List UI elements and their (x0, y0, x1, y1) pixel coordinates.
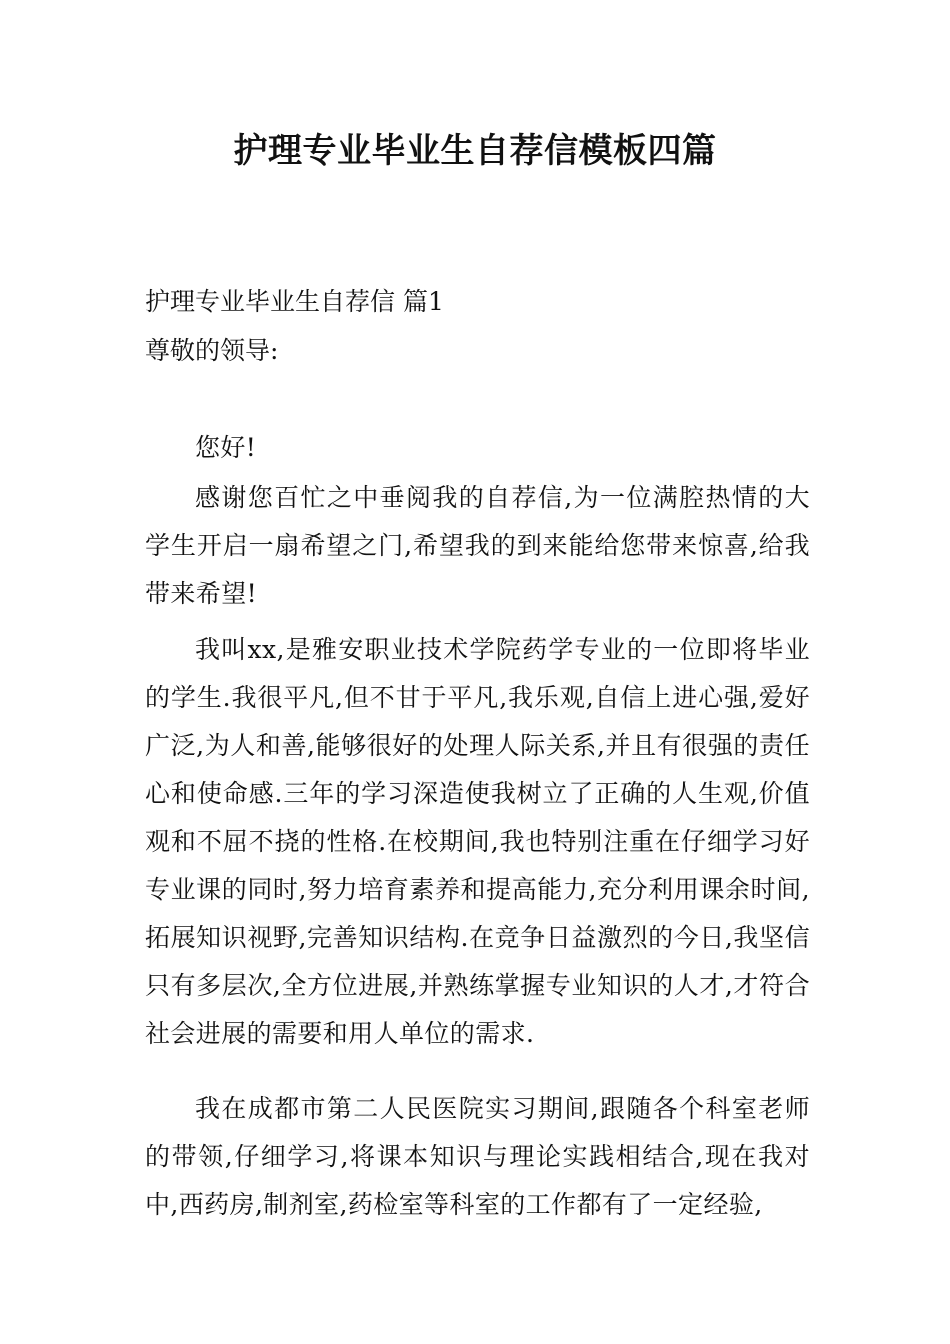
letter-subheading: 护理专业毕业生自荐信 篇1 (145, 287, 444, 316)
paragraph-self-description: 我叫xx,是雅安职业技术学院药学专业的一位即将毕业的学生.我很平凡,但不甘于平凡,我乐观,自信上进心强,爱好广泛,为人和善,能够很好的处理人际关系,并且有很强的责任心和使命感.三年的学习深造使我树立了正确的人生观,价值观和不屈不挠的性格.在校期间,我也特别注重在仔细学习好专业课的同时,努力培育素养和提高能力,充分利用课余时间,拓展知识视野,完善知识结构.在竞争日益激烈的今日,我坚信只有多层次,全方位进展,并熟练掌握专业知识的人才,才符合社会进展的需要和用人单位的需求. (145, 635, 810, 1048)
document-title: 护理专业毕业生自荐信模板四篇 (233, 131, 717, 171)
greeting: 您好! (195, 433, 257, 462)
salutation: 尊敬的领导: (145, 336, 279, 365)
paragraph-internship: 我在成都市第二人民医院实习期间,跟随各个科室老师的带领,仔细学习,将课本知识与理论实践相结合,现在我对中,西药房,制剂室,药检室等科室的工作都有了一定经验, (145, 1094, 810, 1219)
paragraph-intro: 感谢您百忙之中垂阅我的自荐信,为一位满腔热情的大学生开启一扇希望之门,希望我的到来能给您带来惊喜,给我带来希望! (145, 483, 810, 608)
